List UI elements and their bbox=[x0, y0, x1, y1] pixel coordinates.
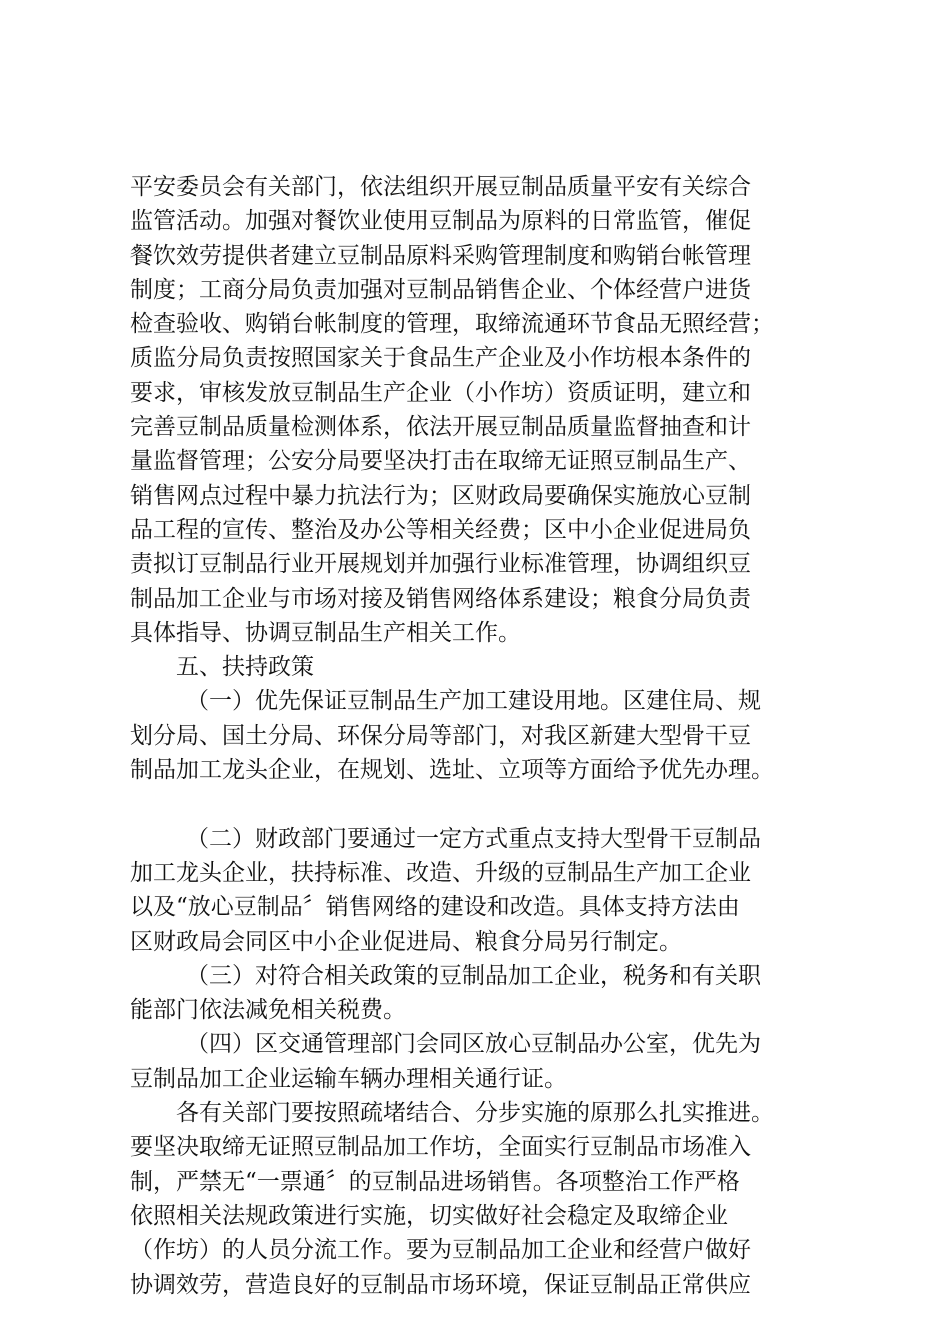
text-line: 加工龙头企业，扶持标准、改造、升级的豆制品生产加工企业 bbox=[130, 859, 751, 886]
text-line: 要求，审核发放豆制品生产企业（小作坊）资质证明，建立和 bbox=[130, 379, 751, 406]
document-body bbox=[130, 170, 830, 1302]
text-line: 量监督管理；公安分局要坚决打击在取缔无证照豆制品生产、 bbox=[130, 448, 751, 475]
section-heading: 五、扶持政策 bbox=[176, 654, 314, 681]
text-line: 销售网点过程中暴力抗法行为；区财政局要确保实施放心豆制 bbox=[130, 482, 751, 509]
text-line: （一）优先保证豆制品生产加工建设用地。区建住局、规 bbox=[186, 688, 761, 715]
text-line: （四）区交通管理部门会同区放心豆制品办公室，优先为 bbox=[186, 1031, 761, 1058]
text-line: （二）财政部门要通过一定方式重点支持大型骨干豆制品 bbox=[186, 825, 761, 852]
text-line: 平安委员会有关部门，依法组织开展豆制品质量平安有关综合 bbox=[130, 174, 751, 200]
text-line: 划分局、国土分局、环保分局等部门，对我区新建大型骨干豆 bbox=[130, 722, 751, 749]
text-line: 制品加工企业与市场对接及销售网络体系建设；粮食分局负责 bbox=[130, 585, 751, 612]
text-line: 餐饮效劳提供者建立豆制品原料采购管理制度和购销台帐管理 bbox=[130, 242, 751, 269]
text-line: （三）对符合相关政策的豆制品加工企业，税务和有关职 bbox=[186, 962, 761, 989]
text-line: 能部门依法减免相关税费。 bbox=[130, 997, 406, 1024]
text-line: 责拟订豆制品行业开展规划并加强行业标准管理，协调组织豆 bbox=[130, 551, 751, 578]
text-line: 以及“放心豆制品〞销售网络的建设和改造。具体支持方法由 bbox=[130, 894, 740, 921]
text-line: 质监分局负责按照国家关于食品生产企业及小作坊根本条件的 bbox=[130, 345, 751, 372]
text-line: 要坚决取缔无证照豆制品加工作坊，全面实行豆制品市场准入 bbox=[130, 1134, 751, 1161]
text-line: 各有关部门要按照疏堵结合、分步实施的原那么扎实推进。 bbox=[176, 1100, 774, 1127]
text-line: （作坊）的人员分流工作。要为豆制品加工企业和经营户做好 bbox=[130, 1237, 751, 1264]
text-line: 区财政局会同区中小企业促进局、粮食分局另行制定。 bbox=[130, 928, 682, 955]
text-line: 依照相关法规政策进行实施，切实做好社会稳定及取缔企业 bbox=[130, 1202, 728, 1229]
text-line: 制度；工商分局负责加强对豆制品销售企业、个体经营户进货 bbox=[130, 276, 751, 303]
text-line: 制，严禁无“一票通〞的豆制品进场销售。各项整治工作严格 bbox=[130, 1168, 740, 1195]
text-line: 检查验收、购销台帐制度的管理，取缔流通环节食品无照经营； bbox=[130, 311, 774, 338]
text-line: 具体指导、协调豆制品生产相关工作。 bbox=[130, 619, 521, 646]
text-line: 完善豆制品质量检测体系，依法开展豆制品质量监督抽查和计 bbox=[130, 414, 751, 441]
text-line: 制品加工龙头企业，在规划、选址、立项等方面给予优先办理。 bbox=[130, 757, 774, 784]
paragraph-gap bbox=[130, 787, 830, 821]
text-line: 品工程的宣传、整治及办公等相关经费；区中小企业促进局负 bbox=[130, 516, 751, 543]
text-line: 监管活动。加强对餐饮业使用豆制品为原料的日常监管，催促 bbox=[130, 208, 751, 235]
text-line: 豆制品加工企业运输车辆办理相关通行证。 bbox=[130, 1065, 567, 1092]
text-line: 协调效劳，营造良好的豆制品市场环境，保证豆制品正常供应 bbox=[130, 1271, 751, 1298]
